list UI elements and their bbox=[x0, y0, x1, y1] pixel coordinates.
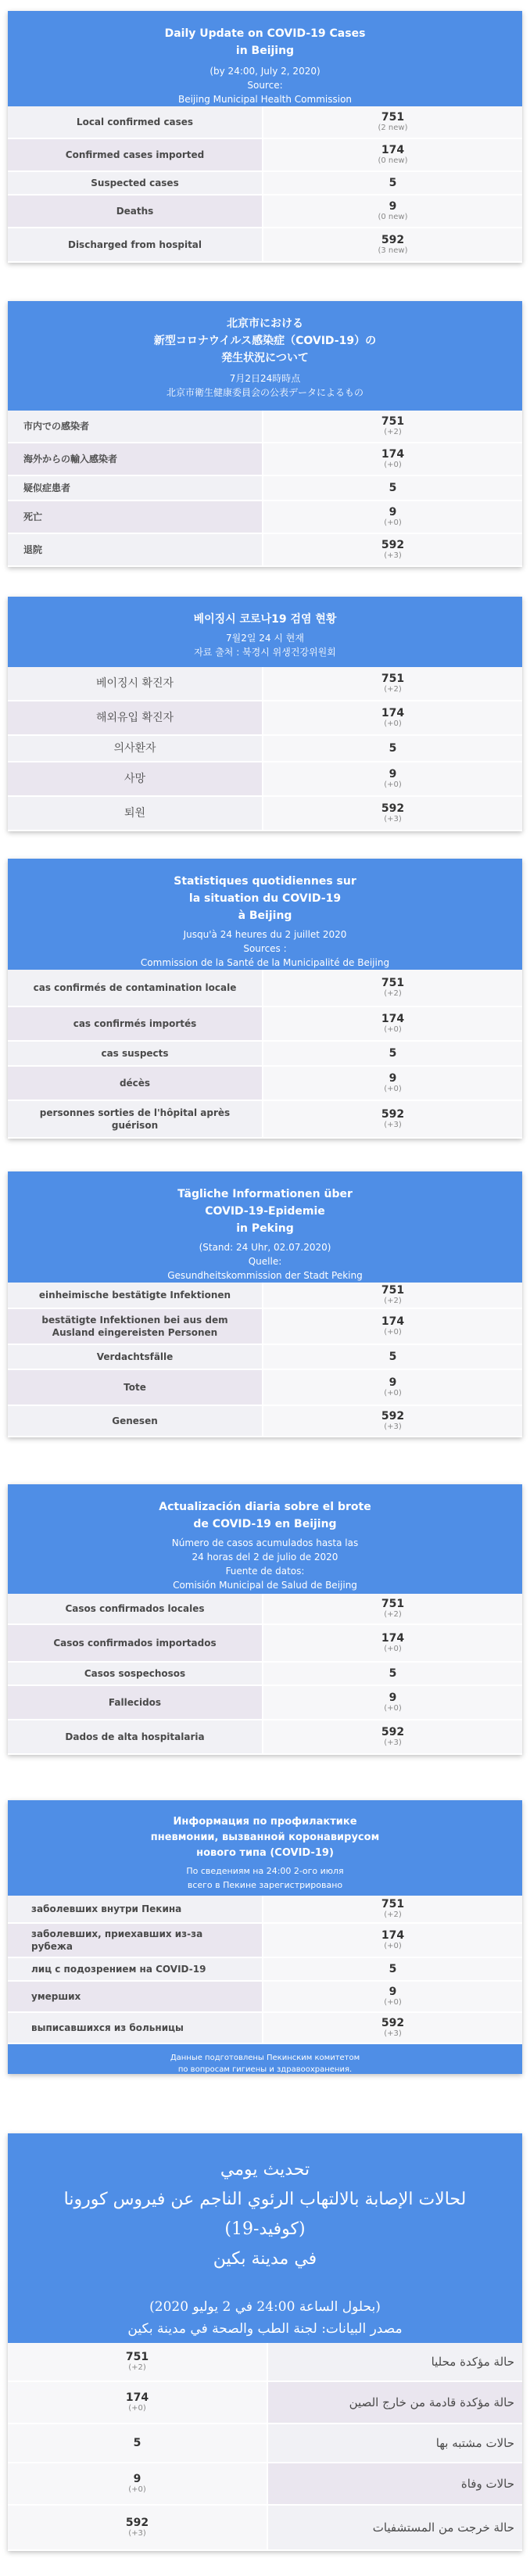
row-value bbox=[8, 2424, 268, 2462]
row-label: заболевших внутри Пекина bbox=[31, 1903, 182, 1914]
title-line: in Beijing bbox=[235, 45, 295, 57]
row-label: Verdachtsfälle bbox=[96, 1351, 174, 1362]
value-delta: (+3) bbox=[384, 2029, 402, 2038]
value-number: 174 bbox=[381, 448, 405, 461]
value-number: 751 bbox=[381, 111, 405, 124]
table-row bbox=[8, 2013, 522, 2044]
table-row bbox=[8, 228, 522, 263]
subtitle-line: По сведениям на 24:00 2-ого июля bbox=[186, 1866, 344, 1876]
card-header bbox=[8, 1484, 522, 1594]
stats-table bbox=[8, 970, 522, 1139]
value-number: 592 bbox=[125, 2517, 149, 2529]
value-delta: (3 new) bbox=[378, 246, 408, 255]
value-delta: (+3) bbox=[384, 1738, 402, 1747]
title-line: de COVID-19 en Beijing bbox=[193, 1518, 337, 1530]
row-label: 퇴원 bbox=[124, 807, 146, 820]
row-label: 海外からの輸入感染者 bbox=[23, 454, 118, 465]
title-line: la situation du COVID-19 bbox=[188, 892, 342, 905]
row-value bbox=[262, 501, 522, 533]
subtitle-line: Source: bbox=[247, 80, 283, 91]
row-value bbox=[262, 762, 522, 795]
subtitle-line: 7月2日24時時点 bbox=[229, 373, 301, 384]
row-value bbox=[262, 1283, 522, 1308]
row-label: 의사환자 bbox=[113, 742, 156, 755]
card-header bbox=[8, 597, 522, 667]
value-delta: (0 new) bbox=[378, 213, 408, 221]
stats-table bbox=[8, 1594, 522, 1755]
row-value bbox=[262, 534, 522, 565]
row-value bbox=[262, 1982, 522, 2011]
row-value bbox=[262, 1594, 522, 1623]
title-line: Информация по профилактике bbox=[173, 1816, 357, 1828]
title-line: 発生状況について bbox=[221, 352, 309, 364]
value-number: 5 bbox=[389, 742, 397, 755]
table-row bbox=[8, 2506, 522, 2551]
row-value bbox=[262, 1625, 522, 1661]
table-row bbox=[8, 797, 522, 831]
value-delta: (+2) bbox=[384, 1297, 402, 1305]
title-line: 新型コロナウイルス感染症（COVID-19）の bbox=[153, 335, 377, 347]
row-label: einheimische bestätigte Infektionen bbox=[38, 1290, 231, 1301]
row-value bbox=[262, 172, 522, 194]
row-value bbox=[262, 1663, 522, 1684]
value-delta: (+2) bbox=[384, 1910, 402, 1919]
row-value bbox=[262, 139, 522, 170]
row-value bbox=[262, 228, 522, 261]
title-line: Daily Update on COVID-19 Cases bbox=[164, 27, 366, 40]
value-delta: (+3) bbox=[384, 1121, 402, 1129]
row-value bbox=[262, 1958, 522, 1980]
value-number: 5 bbox=[389, 1351, 397, 1363]
row-label: personnes sorties de l'hôpital après guérison bbox=[39, 1107, 231, 1131]
row-value bbox=[262, 970, 522, 1006]
row-label: bestätigte Infektionen bei aus dem Ausland eingereisten Personen bbox=[41, 1315, 228, 1338]
card-header bbox=[8, 11, 522, 106]
subtitle-line: (بحلول الساعة 24:00 في 2 يوليو 2020) bbox=[149, 2299, 381, 2315]
row-label: حالة مؤكدة قادمة من خارج الصين bbox=[349, 2395, 514, 2409]
value-number: 9 bbox=[389, 200, 397, 213]
value-delta: (+2) bbox=[384, 989, 402, 998]
value-number: 751 bbox=[381, 1284, 405, 1297]
row-label: حالات وفاة bbox=[460, 2477, 514, 2491]
row-value bbox=[262, 1101, 522, 1137]
row-label: 베이징시 확진자 bbox=[95, 677, 174, 690]
title-line: Statistiques quotidiennes sur bbox=[174, 875, 356, 888]
value-delta: (0 new) bbox=[378, 156, 408, 165]
row-label: 사망 bbox=[124, 773, 146, 785]
row-value bbox=[262, 1686, 522, 1719]
row-value bbox=[262, 1924, 522, 1957]
footer-line: по вопросам гигиены и здравоохранения. bbox=[177, 2065, 353, 2074]
table-row bbox=[8, 762, 522, 797]
subtitle-line: Beijing Municipal Health Commission bbox=[177, 94, 353, 105]
row-value bbox=[8, 2463, 268, 2504]
table-row bbox=[8, 443, 522, 476]
table-row bbox=[8, 970, 522, 1007]
table-row bbox=[8, 476, 522, 501]
value-number: 5 bbox=[389, 177, 397, 189]
row-value bbox=[262, 667, 522, 700]
subtitle-line: مصدر البيانات: لجنة الطب والصحة في مدينة بكين bbox=[127, 2321, 403, 2337]
subtitle-line: Commission de la Santé de la Municipalité de Beijing bbox=[140, 957, 390, 968]
value-number: 174 bbox=[381, 144, 405, 156]
subtitle-line: (Stand: 24 Uhr, 02.07.2020) bbox=[199, 1242, 331, 1253]
value-delta: (+2) bbox=[384, 685, 402, 694]
card-korean bbox=[8, 597, 522, 831]
row-label: cas confirmés de contamination locale bbox=[33, 982, 237, 993]
title-line: Tägliche Informationen über bbox=[177, 1188, 353, 1200]
value-delta: (+3) bbox=[384, 551, 402, 560]
value-number: 174 bbox=[381, 1929, 405, 1942]
value-number: 592 bbox=[381, 802, 405, 815]
value-number: 9 bbox=[389, 1072, 397, 1085]
row-value bbox=[8, 2506, 268, 2549]
value-delta: (+2) bbox=[384, 428, 402, 436]
subtitle-line: (by 24:00, July 2, 2020) bbox=[209, 66, 321, 77]
value-number: 9 bbox=[389, 768, 397, 780]
value-delta: (+0) bbox=[384, 1704, 402, 1713]
table-row bbox=[8, 1007, 522, 1042]
title-line: пневмонии, вызванной коронавирусом bbox=[150, 1832, 380, 1843]
subtitle-line: Fuente de datos: bbox=[225, 1566, 305, 1577]
stats-table bbox=[8, 2343, 522, 2551]
value-delta: (+2) bbox=[128, 2363, 146, 2372]
value-number: 5 bbox=[389, 1047, 397, 1060]
table-row bbox=[8, 2343, 522, 2382]
value-number: 5 bbox=[389, 1667, 397, 1680]
table-row bbox=[8, 1663, 522, 1686]
value-delta: (+3) bbox=[128, 2529, 146, 2538]
table-row bbox=[8, 1958, 522, 1982]
value-number: 174 bbox=[125, 2391, 149, 2404]
card-spanish bbox=[8, 1484, 522, 1755]
title-line: في مدينة بكين bbox=[213, 2249, 317, 2269]
row-label: 死亡 bbox=[23, 511, 43, 522]
value-number: 751 bbox=[381, 977, 405, 989]
row-label: décès bbox=[119, 1078, 151, 1089]
row-label: лиц с подозрением на COVID-19 bbox=[31, 1964, 206, 1975]
row-label: حالة مؤكدة محليا bbox=[431, 2355, 514, 2369]
row-value bbox=[262, 1896, 522, 1922]
value-delta: (+0) bbox=[384, 461, 402, 469]
subtitle-line: Sources : bbox=[243, 943, 287, 954]
subtitle-line: Quelle: bbox=[248, 1256, 282, 1267]
table-row bbox=[8, 701, 522, 736]
subtitle-line: Jusqu'à 24 heures du 2 juillet 2020 bbox=[183, 929, 347, 940]
row-label: cas confirmés importés bbox=[73, 1018, 197, 1029]
card-header bbox=[8, 1171, 522, 1283]
subtitle-line: всего в Пекине зарегистрировано bbox=[187, 1880, 343, 1890]
value-number: 174 bbox=[381, 707, 405, 719]
table-row bbox=[8, 1982, 522, 2013]
row-value bbox=[262, 2013, 522, 2043]
row-value bbox=[262, 411, 522, 442]
card-header bbox=[8, 2133, 522, 2343]
row-label: 해외유입 확진자 bbox=[95, 712, 174, 724]
card-german bbox=[8, 1171, 522, 1437]
table-row bbox=[8, 2382, 522, 2424]
title-line: COVID-19-Epidemie bbox=[205, 1205, 325, 1218]
title-line: нового типа (COVID-19) bbox=[196, 1847, 334, 1859]
value-number: 751 bbox=[125, 2351, 149, 2363]
row-value bbox=[262, 1720, 522, 1753]
table-row bbox=[8, 667, 522, 701]
row-value bbox=[262, 1406, 522, 1436]
value-number: 5 bbox=[389, 1963, 397, 1975]
title-line: تحديث يومي bbox=[220, 2160, 310, 2180]
row-label: حالة خرجت من المستشفيات bbox=[372, 2520, 514, 2535]
card-french bbox=[8, 859, 522, 1139]
stats-table bbox=[8, 1896, 522, 2044]
row-label: Discharged from hospital bbox=[67, 239, 202, 250]
card-header bbox=[8, 1800, 522, 1896]
value-number: 592 bbox=[381, 2017, 405, 2029]
value-number: 751 bbox=[381, 1598, 405, 1610]
value-number: 592 bbox=[381, 1410, 405, 1423]
value-number: 174 bbox=[381, 1632, 405, 1645]
value-delta: (+0) bbox=[384, 1085, 402, 1093]
row-label: cas suspects bbox=[101, 1048, 169, 1059]
card-japanese bbox=[8, 301, 522, 567]
title-line: à Beijing bbox=[238, 909, 292, 922]
row-label: Casos confirmados importados bbox=[53, 1638, 217, 1649]
value-delta: (2 new) bbox=[378, 124, 408, 132]
table-row bbox=[8, 196, 522, 228]
row-label: умерших bbox=[31, 1991, 81, 2002]
value-number: 9 bbox=[389, 1692, 397, 1704]
value-delta: (+0) bbox=[384, 1645, 402, 1653]
card-header bbox=[8, 301, 522, 411]
row-label: Confirmed cases imported bbox=[65, 149, 205, 160]
row-value bbox=[262, 476, 522, 500]
table-row bbox=[8, 411, 522, 443]
table-row bbox=[8, 1370, 522, 1406]
row-label: Suspected cases bbox=[91, 178, 179, 188]
value-delta: (+0) bbox=[128, 2485, 146, 2494]
row-label: Dados de alta hospitalaria bbox=[65, 1731, 205, 1742]
value-number: 5 bbox=[389, 482, 397, 494]
table-row bbox=[8, 139, 522, 172]
table-row bbox=[8, 1309, 522, 1345]
table-row bbox=[8, 106, 522, 139]
value-number: 592 bbox=[381, 539, 405, 551]
value-number: 174 bbox=[381, 1315, 405, 1328]
table-row bbox=[8, 1924, 522, 1958]
row-value bbox=[262, 1345, 522, 1369]
subtitle-line: Comisión Municipal de Salud de Beijing bbox=[173, 1580, 357, 1591]
value-delta: (+3) bbox=[384, 815, 402, 823]
subtitle-line: 자료 출처 : 북경시 위생건강위원회 bbox=[194, 647, 336, 658]
table-row bbox=[8, 172, 522, 196]
card-english bbox=[8, 11, 522, 263]
row-value bbox=[8, 2382, 268, 2423]
value-delta: (+0) bbox=[128, 2404, 146, 2413]
value-number: 5 bbox=[133, 2437, 141, 2449]
value-number: 9 bbox=[389, 1986, 397, 1998]
table-row bbox=[8, 534, 522, 567]
table-row bbox=[8, 1686, 522, 1720]
value-number: 751 bbox=[381, 1898, 405, 1910]
row-label: Casos confirmados locales bbox=[65, 1603, 205, 1614]
value-delta: (+0) bbox=[384, 1389, 402, 1397]
subtitle-line: 7월2일 24 시 현재 bbox=[226, 633, 304, 644]
row-value bbox=[262, 106, 522, 138]
table-row bbox=[8, 2424, 522, 2463]
value-number: 592 bbox=[381, 1108, 405, 1121]
title-line: in Peking bbox=[236, 1222, 294, 1235]
table-row bbox=[8, 1345, 522, 1370]
value-number: 9 bbox=[133, 2473, 141, 2485]
value-delta: (+0) bbox=[384, 1998, 402, 2007]
table-row bbox=[8, 1101, 522, 1139]
value-delta: (+0) bbox=[384, 719, 402, 728]
row-label: 疑似症患者 bbox=[23, 483, 71, 493]
stats-table bbox=[8, 667, 522, 831]
row-label: Casos sospechosos bbox=[84, 1668, 186, 1679]
stats-table bbox=[8, 411, 522, 567]
stats-table bbox=[8, 106, 522, 263]
subtitle-line: 24 horas del 2 de julio de 2020 bbox=[192, 1552, 338, 1562]
row-label: 退院 bbox=[23, 544, 43, 555]
title-line: 베이징시 코로나19 검염 현황 bbox=[193, 613, 337, 626]
table-row bbox=[8, 1283, 522, 1309]
table-row bbox=[8, 1067, 522, 1101]
row-label: Tote bbox=[124, 1382, 146, 1393]
row-label: Genesen bbox=[112, 1415, 158, 1426]
row-value bbox=[262, 701, 522, 734]
table-row bbox=[8, 1406, 522, 1437]
table-row bbox=[8, 1720, 522, 1755]
row-value bbox=[8, 2343, 268, 2380]
table-row bbox=[8, 1042, 522, 1067]
table-row bbox=[8, 1625, 522, 1663]
subtitle-line: 北京市衛生健康委員会の公表データによるもの bbox=[166, 387, 363, 398]
value-number: 592 bbox=[381, 1726, 405, 1738]
row-label: 市内での感染者 bbox=[23, 421, 90, 432]
row-value bbox=[262, 196, 522, 227]
subtitle-line: Número de casos acumulados hasta las bbox=[171, 1537, 359, 1548]
value-delta: (+0) bbox=[384, 780, 402, 789]
value-delta: (+2) bbox=[384, 1610, 402, 1619]
value-delta: (+0) bbox=[384, 1942, 402, 1950]
card-arabic bbox=[8, 2133, 522, 2551]
table-row bbox=[8, 2463, 522, 2506]
row-label: Local confirmed cases bbox=[76, 117, 194, 127]
row-label: Fallecidos bbox=[108, 1697, 162, 1708]
row-value bbox=[262, 1309, 522, 1344]
row-value bbox=[262, 797, 522, 830]
title-line: Actualización diaria sobre el brote bbox=[159, 1501, 371, 1513]
value-number: 9 bbox=[389, 1376, 397, 1389]
card-header bbox=[8, 859, 522, 970]
value-number: 592 bbox=[381, 234, 405, 246]
value-number: 174 bbox=[381, 1013, 405, 1025]
row-value bbox=[262, 1370, 522, 1405]
value-number: 9 bbox=[389, 506, 397, 518]
table-row bbox=[8, 1896, 522, 1924]
value-delta: (+0) bbox=[384, 518, 402, 527]
row-value bbox=[262, 1042, 522, 1065]
title-line: 北京市における bbox=[227, 318, 303, 330]
row-value bbox=[262, 1067, 522, 1100]
table-row bbox=[8, 1594, 522, 1625]
row-value bbox=[262, 443, 522, 475]
value-delta: (+0) bbox=[384, 1328, 402, 1336]
footer-line: Данные подготовлены Пекинским комитетом bbox=[170, 2054, 360, 2062]
row-value bbox=[262, 736, 522, 761]
value-number: 751 bbox=[381, 415, 405, 428]
table-row bbox=[8, 501, 522, 534]
subtitle-line: Gesundheitskommission der Stadt Peking bbox=[167, 1270, 363, 1281]
row-label: выписавшихся из больницы bbox=[31, 2022, 184, 2033]
value-delta: (+0) bbox=[384, 1025, 402, 1034]
card-russian bbox=[8, 1800, 522, 2074]
row-label: Deaths bbox=[116, 206, 154, 217]
title-line: لحالات الإصابة بالالتهاب الرئوي الناجم عن فيروس كورونا (كوفيد-19) bbox=[63, 2190, 467, 2239]
row-label: حالات مشتبه بها bbox=[435, 2436, 514, 2450]
stats-table bbox=[8, 1283, 522, 1437]
table-row bbox=[8, 736, 522, 762]
value-delta: (+3) bbox=[384, 1423, 402, 1431]
value-number: 751 bbox=[381, 673, 405, 685]
row-label: заболевших, приехавших из-за рубежа bbox=[31, 1928, 203, 1952]
card-footer bbox=[8, 2044, 522, 2074]
row-value bbox=[262, 1007, 522, 1040]
